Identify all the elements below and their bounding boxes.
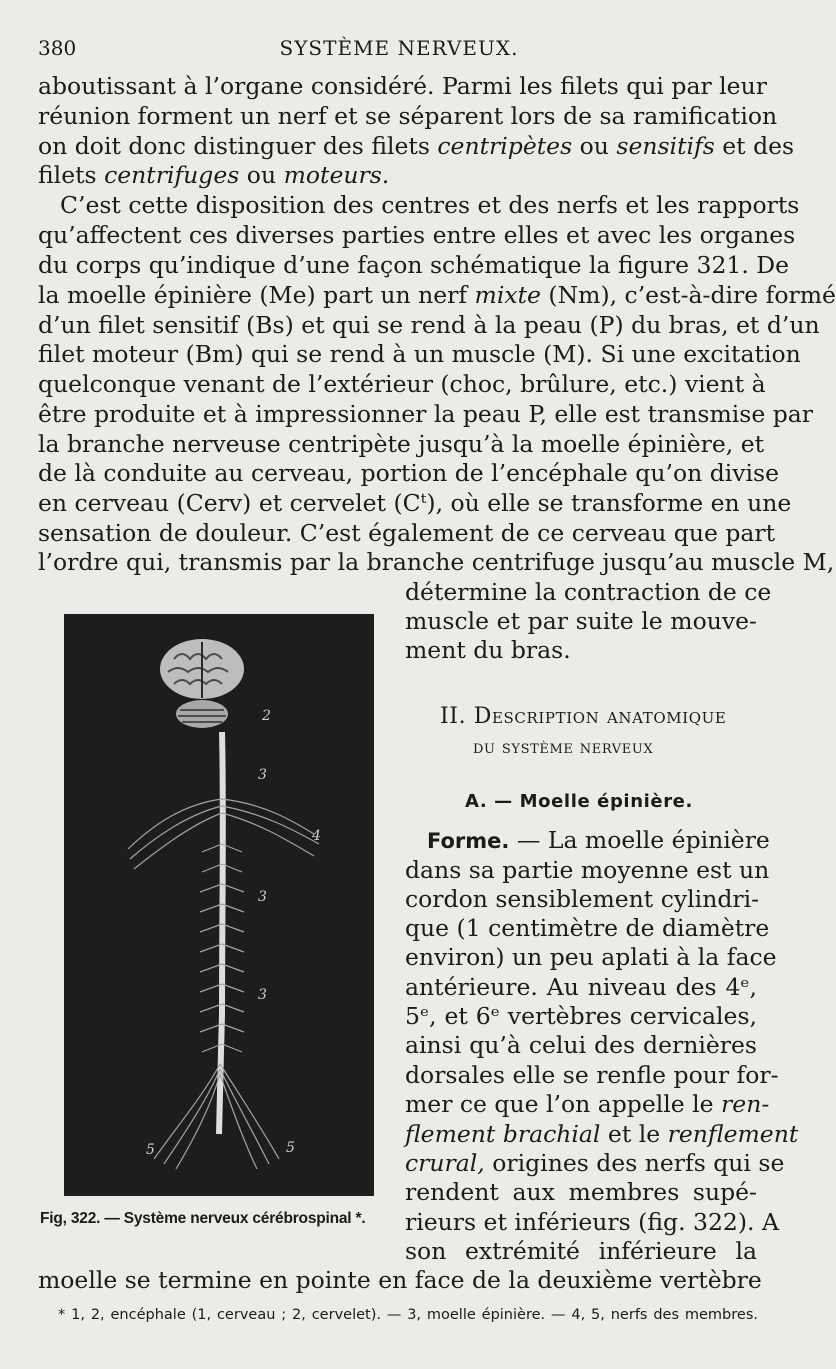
- italic-term: moteurs.: [283, 161, 390, 189]
- italic-term: centrifuges: [104, 161, 240, 189]
- text-span: ou: [239, 161, 284, 189]
- figure-nervous-system: [64, 614, 374, 1196]
- paragraph-lead: Forme.: [427, 829, 510, 853]
- text-span: la moelle épinière (Me) part un nerf: [38, 281, 475, 309]
- figure-caption: Fig, 322. — Système nerveux cérébrospinal *.: [40, 1210, 366, 1227]
- figure-label: 3: [258, 889, 267, 905]
- italic-term: crural,: [405, 1149, 485, 1177]
- text-line: réunion forment un nerf et se séparent lors de sa ramification: [38, 102, 778, 130]
- text-line: [405, 1149, 785, 1179]
- running-header: [38, 36, 760, 66]
- text-span: mer ce que l’on appelle le: [405, 1090, 722, 1118]
- figure-label: 5: [286, 1140, 295, 1156]
- figure-label: 3: [258, 987, 267, 1003]
- nervous-system-illustration: [64, 614, 374, 1196]
- section-heading: [440, 704, 726, 729]
- text-line: rieurs et inférieurs (fig. 322). A: [405, 1208, 779, 1236]
- text-span: et des: [714, 132, 795, 160]
- section-heading-text: II. Description anatomique: [440, 704, 727, 729]
- text-line: être produite et à impressionner la peau P, elle est transmise par: [38, 400, 814, 428]
- text-line: [38, 161, 389, 191]
- text-span: et le: [600, 1120, 668, 1148]
- text-line: du corps qu’indique d’une façon schématique la figure 321. De: [38, 251, 790, 279]
- text-line: filet moteur (Bm) qui se rend à un muscle (M). Si une excitation: [38, 340, 801, 368]
- footnote: * 1, 2, encéphale (1, cerveau ; 2, cervelet). — 3, moelle épinière. — 4, 5, nerfs des membres.: [58, 1307, 758, 1323]
- text-line: dorsales elle se renfle pour for-: [405, 1061, 779, 1089]
- text-span: origines des nerfs qui se: [484, 1149, 785, 1177]
- text-line: [405, 1120, 799, 1150]
- text-line: dans sa partie moyenne est un: [405, 856, 770, 884]
- text-span: on doit donc distinguer des filets: [38, 132, 438, 160]
- text-line: 5ᵉ, et 6ᵉ vertèbres cervicales,: [405, 1002, 757, 1030]
- text-line: environ) un peu aplati à la face: [405, 943, 777, 971]
- italic-term: ren-: [721, 1090, 770, 1118]
- figure-label: 4: [312, 828, 321, 844]
- text-span: La moelle épinière: [547, 826, 770, 854]
- figure-label: 3: [258, 767, 267, 783]
- text-line: C’est cette disposition des centres et des nerfs et les rapports: [60, 191, 800, 219]
- text-line: rendent aux membres supé-: [405, 1178, 757, 1206]
- text-line: [38, 281, 836, 311]
- text-line: cordon sensiblement cylindri-: [405, 885, 760, 913]
- text-line: qu’affectent ces diverses parties entre elles et avec les organes: [38, 221, 796, 249]
- text-line: de là conduite au cerveau, portion de l’encéphale qu’on divise: [38, 459, 780, 487]
- text-line: en cerveau (Cerv) et cervelet (Cᵗ), où elle se transforme en une: [38, 489, 792, 517]
- text-line: ment du bras.: [405, 636, 571, 664]
- text-line: sensation de douleur. C’est également de ce cerveau que part: [38, 519, 776, 547]
- text-span: —: [509, 826, 548, 854]
- text-line: d’un filet sensitif (Bs) et qui se rend à la peau (P) du bras, et d’un: [38, 311, 820, 339]
- text-line: muscle et par suite le mouve-: [405, 607, 757, 635]
- italic-term: centripètes: [437, 132, 573, 160]
- text-line: détermine la contraction de ce: [405, 578, 772, 606]
- subsection-heading: A. — Moelle épinière.: [465, 791, 693, 812]
- text-span: (Nm), c’est-à-dire formé: [540, 281, 836, 309]
- text-line: ainsi qu’à celui des dernières: [405, 1031, 757, 1059]
- text-line: [405, 1090, 770, 1120]
- text-span: ou: [572, 132, 617, 160]
- italic-term: renflement: [667, 1120, 799, 1148]
- italic-term: flement brachial: [405, 1120, 601, 1148]
- italic-term: sensitifs: [616, 132, 715, 160]
- text-line: son extrémité inférieure la: [405, 1237, 757, 1265]
- page-number: 380: [38, 36, 77, 60]
- figure-label: 2: [262, 708, 271, 724]
- text-line: quelconque venant de l’extérieur (choc, brûlure, etc.) vient à: [38, 370, 766, 398]
- text-span: filets: [38, 161, 105, 189]
- text-line: moelle se termine en pointe en face de la deuxième vertèbre: [38, 1266, 762, 1294]
- text-line: [427, 826, 770, 857]
- section-heading-line2: du système nerveux: [473, 737, 654, 758]
- text-line: la branche nerveuse centripète jusqu’à la moelle épinière, et: [38, 430, 765, 458]
- running-title: SYSTÈME NERVEUX.: [279, 36, 519, 60]
- italic-term: mixte: [474, 281, 541, 309]
- text-line: l’ordre qui, transmis par la branche centrifuge jusqu’au muscle M,: [38, 548, 835, 576]
- text-line: antérieure. Au niveau des 4ᵉ,: [405, 973, 757, 1001]
- text-line: aboutissant à l’organe considéré. Parmi les filets qui par leur: [38, 72, 767, 100]
- text-line: que (1 centimètre de diamètre: [405, 914, 770, 942]
- figure-label: 5: [146, 1142, 155, 1158]
- text-line: [38, 132, 795, 162]
